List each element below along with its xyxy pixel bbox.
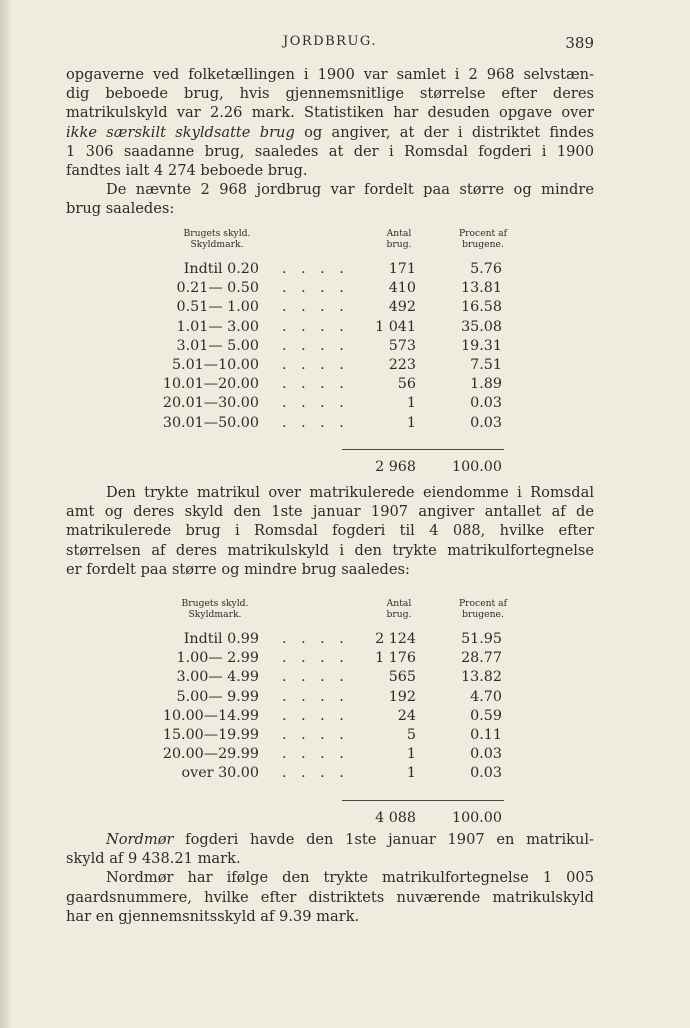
- dot-leader: . . . .: [282, 650, 349, 667]
- range-cell: 20.01—30.00: [162, 395, 259, 412]
- count-cell: 1 041: [375, 318, 416, 335]
- range-cell: 20.00—29.99: [162, 746, 259, 763]
- percent-cell: 0.03: [470, 746, 502, 763]
- range-cell: 15.00—19.99: [162, 726, 259, 743]
- text-line: amt og deres skyld den 1ste januar 1907 angiver antallet af de: [66, 503, 594, 521]
- table-header: [156, 598, 516, 630]
- text-line: Nordmør fogderi havde den 1ste januar 1907 en matrikul-: [106, 831, 594, 848]
- count-cell: 223: [388, 356, 416, 373]
- dot-leader: . . . .: [282, 688, 349, 705]
- table-row: [156, 337, 516, 356]
- range-cell: Indtil 0.99: [183, 631, 259, 647]
- percent-cell: 35.08: [461, 318, 502, 335]
- text-line: 1 306 saadanne brug, saaledes at der i Romsdal fogderi i 1900: [66, 142, 594, 160]
- range-cell: 0.21— 0.50: [176, 280, 259, 297]
- sum-rule: [342, 800, 504, 802]
- count-cell: 2 124: [375, 631, 416, 647]
- dot-leader: . . . .: [282, 356, 349, 373]
- table-row: [156, 649, 516, 668]
- header-percent: Procent af brugene.: [458, 228, 508, 250]
- percent-cell: 0.11: [470, 726, 502, 743]
- percent-cell: 13.81: [461, 280, 502, 297]
- running-header: [66, 34, 594, 54]
- dot-leader: . . . .: [282, 376, 349, 393]
- count-cell: 1: [406, 765, 416, 782]
- text-line: Den trykte matrikul over matrikulerede eiendomme i Romsdal: [106, 484, 594, 501]
- table-header: [156, 228, 516, 260]
- text-line: skyld af 9 438.21 mark.: [66, 850, 241, 868]
- text-line: gaardsnummere, hvilke efter distriktets nuværende matrikulskyld: [66, 888, 594, 906]
- total-percent: 100.00: [451, 809, 502, 826]
- count-cell: 5: [406, 726, 416, 743]
- count-cell: 1: [406, 395, 416, 412]
- table-row: [156, 688, 516, 707]
- total-count: 2 968: [375, 458, 416, 475]
- table-row: [156, 375, 516, 394]
- dot-leader: . . . .: [282, 261, 349, 277]
- header-range: Brugets skyld. Skyldmark.: [181, 598, 249, 620]
- range-cell: 3.00— 4.99: [176, 669, 259, 686]
- percent-cell: 51.95: [461, 631, 502, 647]
- table-total-row: [156, 807, 516, 829]
- paragraph-3: [66, 830, 594, 926]
- range-cell: 30.01—50.00: [162, 414, 259, 431]
- percent-cell: 5.76: [470, 261, 502, 277]
- range-cell: 5.01—10.00: [171, 356, 259, 373]
- count-cell: 1 176: [375, 650, 416, 667]
- table-row: [156, 726, 516, 745]
- text-line: fandtes ialt 4 274 beboede brug.: [66, 162, 308, 180]
- table-row: [156, 318, 516, 337]
- text-line: De nævnte 2 968 jordbrug var fordelt paa større og mindre: [106, 181, 594, 199]
- header-range: Brugets skyld. Skyldmark.: [183, 228, 251, 250]
- page-number: 389: [565, 34, 594, 52]
- page-edge: [0, 0, 10, 1028]
- count-cell: 56: [397, 376, 416, 393]
- dot-leader: . . . .: [282, 299, 349, 316]
- italic-phrase: Nordmør: [106, 831, 174, 848]
- dot-leader: . . . .: [282, 707, 349, 724]
- range-cell: 10.01—20.00: [162, 376, 259, 393]
- italic-phrase: ikke særskilt skyldsatte brug: [66, 123, 295, 141]
- dot-leader: . . . .: [282, 280, 349, 297]
- dot-leader: . . . .: [282, 414, 349, 431]
- table-row: [156, 356, 516, 375]
- table-total-row: [156, 456, 516, 478]
- percent-cell: 7.51: [470, 356, 502, 373]
- header-count: Antal brug.: [386, 228, 412, 250]
- text-line: størrelsen af deres matrikulskyld i den trykte matrikulfortegnelse: [66, 541, 594, 559]
- table-rows: [156, 630, 516, 784]
- count-cell: 573: [388, 337, 416, 354]
- text-line: har en gjennemsnitsskyld af 9.39 mark.: [66, 907, 360, 925]
- text-line: brug saaledes:: [66, 200, 175, 218]
- percent-cell: 0.03: [470, 414, 502, 431]
- text-line: dig beboede brug, hvis gjennemsnitlige størrelse efter deres: [66, 85, 594, 103]
- percent-cell: 4.70: [470, 688, 502, 705]
- dot-leader: . . . .: [282, 746, 349, 763]
- total-percent: 100.00: [451, 458, 502, 475]
- percent-cell: 0.59: [470, 707, 502, 724]
- count-cell: 1: [406, 414, 416, 431]
- text-line: matrikulskyld var 2.26 mark. Statistiken har desuden opgave over: [66, 104, 594, 122]
- table-row: [156, 414, 516, 433]
- percent-cell: 19.31: [461, 337, 502, 354]
- range-cell: 5.00— 9.99: [176, 688, 259, 705]
- count-cell: 171: [388, 261, 416, 277]
- range-cell: 10.00—14.99: [162, 707, 259, 724]
- table-rows: [156, 260, 516, 433]
- percent-cell: 1.89: [470, 376, 502, 393]
- range-cell: 0.51— 1.00: [176, 299, 259, 316]
- text-line: Nordmør har ifølge den trykte matrikulfortegnelse 1 005: [106, 869, 594, 887]
- count-cell: 192: [388, 688, 416, 705]
- count-cell: 1: [406, 746, 416, 763]
- table-row: [156, 279, 516, 298]
- table-row: [156, 764, 516, 783]
- text-line: ikke særskilt skyldsatte brug og angiver, at der i distriktet findes: [66, 123, 594, 141]
- dot-leader: . . . .: [282, 395, 349, 412]
- dot-leader: . . . .: [282, 337, 349, 354]
- percent-cell: 16.58: [461, 299, 502, 316]
- percent-cell: 28.77: [461, 650, 502, 667]
- percent-cell: 0.03: [470, 395, 502, 412]
- paragraph-1: [66, 65, 594, 219]
- holdings-table-1900: [156, 228, 516, 478]
- text-line: er fordelt paa større og mindre brug saaledes:: [66, 560, 410, 578]
- range-cell: 3.01— 5.00: [176, 337, 259, 354]
- table-row: [156, 298, 516, 317]
- text-line: opgaverne ved folketællingen i 1900 var samlet i 2 968 selvstæn-: [66, 66, 594, 83]
- range-cell: 1.00— 2.99: [176, 650, 259, 667]
- dot-leader: . . . .: [282, 669, 349, 686]
- header-percent: Procent af brugene.: [458, 598, 508, 620]
- running-title: JORDBRUG.: [283, 34, 377, 49]
- text-line: matrikulerede brug i Romsdal fogderi til 4 088, hvilke efter: [66, 522, 594, 540]
- dot-leader: . . . .: [282, 318, 349, 335]
- count-cell: 24: [397, 707, 416, 724]
- table-row: [156, 668, 516, 687]
- table-row: [156, 745, 516, 764]
- dot-leader: . . . .: [282, 726, 349, 743]
- table-row: [156, 394, 516, 413]
- percent-cell: 13.82: [461, 669, 502, 686]
- header-count: Antal brug.: [386, 598, 412, 620]
- sum-rule: [342, 449, 504, 451]
- total-count: 4 088: [375, 809, 416, 826]
- paragraph-2: [66, 483, 594, 579]
- dot-leader: . . . .: [282, 765, 349, 782]
- count-cell: 410: [388, 280, 416, 297]
- holdings-table-1907: [156, 598, 516, 829]
- table-row: [156, 707, 516, 726]
- dot-leader: . . . .: [282, 631, 349, 647]
- percent-cell: 0.03: [470, 765, 502, 782]
- range-cell: over 30.00: [181, 765, 259, 782]
- range-cell: 1.01— 3.00: [176, 318, 259, 335]
- range-cell: Indtil 0.20: [183, 261, 259, 277]
- count-cell: 565: [388, 669, 416, 686]
- count-cell: 492: [388, 299, 416, 316]
- table-row: [156, 260, 516, 279]
- table-row: [156, 630, 516, 649]
